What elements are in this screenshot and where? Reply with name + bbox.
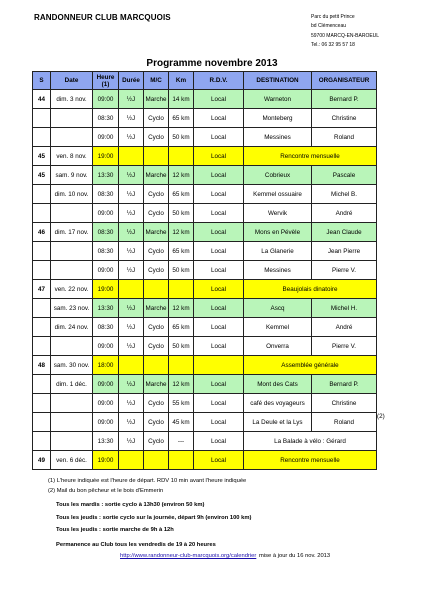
cell-week: 46: [33, 223, 51, 242]
cell-destination: Wervik: [244, 204, 312, 223]
cell-rdv: Local: [194, 147, 244, 166]
cell-week: 45: [33, 166, 51, 185]
cell-mc: Marche: [144, 299, 169, 318]
page-title: Programme novembre 2013: [146, 58, 278, 69]
address-line: Tel.: 06 32 95 57 18: [311, 41, 355, 48]
cell-event: La Balade à vélo : Gérard: [244, 432, 377, 451]
cell-date: dim. 10 nov.: [51, 185, 93, 204]
cell-mc: Cyclo: [144, 128, 169, 147]
cell-destination: La Deule et la Lys: [244, 413, 312, 432]
cell-week: [33, 394, 51, 413]
cell-km: [169, 280, 194, 299]
cell-destination: Messines: [244, 261, 312, 280]
cell-km: 50 km: [169, 337, 194, 356]
cell-km: 65 km: [169, 242, 194, 261]
cell-destination: Monteberg: [244, 109, 312, 128]
calendar-link[interactable]: http://www.randonneur-club-marcquois.org/calendrier: [120, 553, 257, 559]
table-row: [33, 204, 377, 223]
cell-date: [51, 109, 93, 128]
cell-week: [33, 318, 51, 337]
activity-line: Tous les jeudis : sortie cyclo sur la journée, départ 9h (environ 100 km): [56, 514, 252, 521]
cell-heure: 09:00: [93, 261, 119, 280]
table-row: [33, 166, 377, 185]
cell-date: dim. 3 nov.: [51, 90, 93, 109]
cell-destination: Warneton: [244, 90, 312, 109]
cell-heure: 09:00: [93, 413, 119, 432]
cell-mc: Cyclo: [144, 413, 169, 432]
cell-organisateur: Roland: [312, 128, 377, 147]
table-row: [33, 356, 377, 375]
cell-week: 49: [33, 451, 51, 470]
cell-destination: Cobrieux: [244, 166, 312, 185]
cell-rdv: Local: [194, 299, 244, 318]
cell-mc: Cyclo: [144, 109, 169, 128]
cell-heure: 08:30: [93, 223, 119, 242]
cell-heure: 13:30: [93, 432, 119, 451]
cell-mc: Cyclo: [144, 185, 169, 204]
cell-rdv: Local: [194, 90, 244, 109]
cell-rdv: Local: [194, 223, 244, 242]
cell-destination: Messines: [244, 128, 312, 147]
cell-km: [169, 451, 194, 470]
cell-date: [51, 128, 93, 147]
cell-km: [169, 147, 194, 166]
cell-km: 14 km: [169, 90, 194, 109]
cell-destination: Onverra: [244, 337, 312, 356]
cell-rdv: Local: [194, 185, 244, 204]
cell-date: sam. 30 nov.: [51, 356, 93, 375]
cell-organisateur: Christine: [312, 394, 377, 413]
cell-mc: Cyclo: [144, 394, 169, 413]
cell-heure: 09:00: [93, 204, 119, 223]
cell-rdv: Local: [194, 242, 244, 261]
update-date: mise à jour du 16 nov. 2013: [259, 553, 331, 559]
cell-destination: café des voyageurs: [244, 394, 312, 413]
cell-week: 44: [33, 90, 51, 109]
cell-organisateur: Michel H.: [312, 299, 377, 318]
cell-rdv: Local: [194, 280, 244, 299]
cell-date: [51, 413, 93, 432]
cell-duree: [119, 451, 144, 470]
cell-duree: ½J: [119, 90, 144, 109]
cell-duree: [119, 147, 144, 166]
cell-mc: Marche: [144, 223, 169, 242]
cell-duree: ½J: [119, 394, 144, 413]
cell-mc: Marche: [144, 166, 169, 185]
cell-km: 45 km: [169, 413, 194, 432]
cell-duree: ½J: [119, 185, 144, 204]
club-address: [311, 13, 379, 50]
cell-duree: ½J: [119, 204, 144, 223]
cell-km: [169, 356, 194, 375]
footnotes: [48, 477, 246, 496]
table-row: [33, 280, 377, 299]
table-row: [33, 432, 377, 451]
cell-heure: 09:00: [93, 90, 119, 109]
cell-week: [33, 261, 51, 280]
activity-line: Tous les jeudis : sortie marche de 9h à 12h: [56, 527, 174, 533]
cell-heure: 19:00: [93, 280, 119, 299]
cell-organisateur: Pierre V.: [312, 337, 377, 356]
cell-event: Beaujolais dinatoire: [244, 280, 377, 299]
cell-rdv: Local: [194, 451, 244, 470]
cell-organisateur: Christine: [312, 109, 377, 128]
cell-mc: Cyclo: [144, 242, 169, 261]
table-header: [33, 72, 377, 90]
cell-destination: Mont des Cats: [244, 375, 312, 394]
cell-heure: 13:30: [93, 299, 119, 318]
header-destination: DESTINATION: [244, 72, 312, 90]
cell-organisateur: André: [312, 204, 377, 223]
table-row: [33, 413, 377, 432]
cell-mc: Marche: [144, 375, 169, 394]
club-title: RANDONNEUR CLUB MARCQUOIS: [34, 13, 171, 22]
cell-duree: ½J: [119, 166, 144, 185]
programme-table: [32, 71, 377, 470]
table-row: [33, 394, 377, 413]
cell-duree: ½J: [119, 223, 144, 242]
address-line: Parc du petit Prince: [311, 14, 355, 20]
header-heure: Heure (1): [93, 72, 119, 90]
cell-date: [51, 204, 93, 223]
side-note: (2): [377, 413, 385, 420]
cell-rdv: Local: [194, 166, 244, 185]
table-row: [33, 185, 377, 204]
cell-mc: Marche: [144, 90, 169, 109]
cell-week: [33, 242, 51, 261]
cell-heure: 08:30: [93, 318, 119, 337]
cell-date: [51, 261, 93, 280]
cell-heure: 09:00: [93, 375, 119, 394]
header-date: Date: [51, 72, 93, 90]
table-row: [33, 223, 377, 242]
cell-date: dim. 24 nov.: [51, 318, 93, 337]
cell-organisateur: Pierre V.: [312, 261, 377, 280]
header-s: S: [33, 72, 51, 90]
cell-week: [33, 128, 51, 147]
table-row: [33, 337, 377, 356]
cell-week: 48: [33, 356, 51, 375]
cell-week: [33, 337, 51, 356]
cell-km: 12 km: [169, 299, 194, 318]
table-row: [33, 261, 377, 280]
cell-mc: [144, 280, 169, 299]
address-line: 59700 MARCQ-EN-BAROEUL: [311, 32, 380, 39]
cell-duree: [119, 356, 144, 375]
cell-km: 50 km: [169, 128, 194, 147]
cell-date: sam. 23 nov.: [51, 299, 93, 318]
cell-date: dim. 1 déc.: [51, 375, 93, 394]
cell-rdv: Local: [194, 432, 244, 451]
cell-destination: Kemmel ossuaire: [244, 185, 312, 204]
cell-duree: ½J: [119, 299, 144, 318]
cell-rdv: Local: [194, 128, 244, 147]
cell-km: 12 km: [169, 166, 194, 185]
cell-organisateur: Jean Claude: [312, 223, 377, 242]
cell-organisateur: Bernard P.: [312, 90, 377, 109]
table-row: [33, 451, 377, 470]
table-row: [33, 299, 377, 318]
cell-mc: [144, 356, 169, 375]
cell-organisateur: Bernard P.: [312, 375, 377, 394]
cell-rdv: Local: [194, 204, 244, 223]
cell-km: 50 km: [169, 261, 194, 280]
table-row: [33, 318, 377, 337]
header-mc: M/C: [144, 72, 169, 90]
cell-rdv: Local: [194, 413, 244, 432]
cell-rdv: Local: [194, 261, 244, 280]
cell-week: [33, 299, 51, 318]
table-row: [33, 90, 377, 109]
cell-date: [51, 432, 93, 451]
cell-mc: Cyclo: [144, 318, 169, 337]
table-row: [33, 147, 377, 166]
cell-heure: 08:30: [93, 242, 119, 261]
cell-week: [33, 185, 51, 204]
cell-duree: ½J: [119, 261, 144, 280]
table-row: [33, 375, 377, 394]
cell-km: 50 km: [169, 204, 194, 223]
cell-mc: Cyclo: [144, 432, 169, 451]
activity-line: Permanence au Club tous les vendredis de 19 à 20 heures: [56, 541, 216, 548]
cell-date: sam. 9 nov.: [51, 166, 93, 185]
cell-heure: 19:00: [93, 451, 119, 470]
cell-km: 65 km: [169, 185, 194, 204]
cell-event: Rencontre mensuelle: [244, 147, 377, 166]
cell-rdv: Local: [194, 318, 244, 337]
cell-duree: ½J: [119, 432, 144, 451]
cell-destination: Kemmel: [244, 318, 312, 337]
cell-event: Rencontre mensuelle: [244, 451, 377, 470]
cell-duree: [119, 280, 144, 299]
cell-heure: 08:30: [93, 109, 119, 128]
cell-heure: 09:00: [93, 337, 119, 356]
header-organisateur: ORGANISATEUR: [312, 72, 377, 90]
cell-date: [51, 242, 93, 261]
cell-duree: ½J: [119, 128, 144, 147]
cell-km: ---: [169, 432, 194, 451]
cell-mc: [144, 147, 169, 166]
header-km: Km: [169, 72, 194, 90]
cell-km: 65 km: [169, 318, 194, 337]
cell-rdv: Local: [194, 109, 244, 128]
cell-duree: ½J: [119, 375, 144, 394]
cell-destination: Ascq: [244, 299, 312, 318]
header-rdv: R.D.V.: [194, 72, 244, 90]
table-row: [33, 242, 377, 261]
cell-mc: Cyclo: [144, 337, 169, 356]
recurring-activities: [56, 499, 251, 551]
cell-km: 12 km: [169, 375, 194, 394]
cell-date: ven. 8 nov.: [51, 147, 93, 166]
cell-heure: 19:00: [93, 147, 119, 166]
cell-rdv: [194, 356, 244, 375]
cell-week: 45: [33, 147, 51, 166]
table-row: [33, 109, 377, 128]
table-row: [33, 128, 377, 147]
footnote: (2) Mail du bon pêcheur et le bois d'Emmerin: [48, 487, 164, 494]
cell-mc: Cyclo: [144, 204, 169, 223]
cell-duree: ½J: [119, 242, 144, 261]
footnote: (1) L'heure indiquée est l'heure de départ. RDV 10 min avant l'heure indiquée: [48, 478, 247, 484]
cell-km: 55 km: [169, 394, 194, 413]
cell-duree: ½J: [119, 413, 144, 432]
cell-date: ven. 22 nov.: [51, 280, 93, 299]
cell-week: 47: [33, 280, 51, 299]
cell-mc: Cyclo: [144, 261, 169, 280]
cell-event: Assemblée générale: [244, 356, 377, 375]
cell-date: [51, 394, 93, 413]
cell-duree: ½J: [119, 318, 144, 337]
cell-organisateur: Michel B.: [312, 185, 377, 204]
cell-date: dim. 17 nov.: [51, 223, 93, 242]
cell-heure: 18:00: [93, 356, 119, 375]
cell-heure: 08:30: [93, 185, 119, 204]
cell-organisateur: Roland: [312, 413, 377, 432]
address-line: bd Clémenceau: [311, 23, 347, 30]
cell-organisateur: Jean Pierre: [312, 242, 377, 261]
activity-line: Tous les mardis : sortie cyclo à 13h30 (environ 50 km): [56, 502, 205, 508]
cell-date: [51, 337, 93, 356]
header-duree: Durée: [119, 72, 144, 90]
cell-week: [33, 413, 51, 432]
cell-heure: 09:00: [93, 128, 119, 147]
cell-organisateur: Pascale: [312, 166, 377, 185]
cell-destination: Mons en Pévèle: [244, 223, 312, 242]
cell-mc: [144, 451, 169, 470]
cell-week: [33, 109, 51, 128]
cell-organisateur: André: [312, 318, 377, 337]
cell-km: 65 km: [169, 109, 194, 128]
cell-heure: 13:30: [93, 166, 119, 185]
cell-date: ven. 6 déc.: [51, 451, 93, 470]
cell-rdv: Local: [194, 375, 244, 394]
cell-rdv: Local: [194, 394, 244, 413]
cell-km: 12 km: [169, 223, 194, 242]
cell-week: [33, 432, 51, 451]
cell-heure: 09:00: [93, 394, 119, 413]
cell-duree: ½J: [119, 109, 144, 128]
cell-week: [33, 204, 51, 223]
cell-duree: ½J: [119, 337, 144, 356]
cell-rdv: Local: [194, 337, 244, 356]
cell-week: [33, 375, 51, 394]
cell-destination: La Glanerie: [244, 242, 312, 261]
